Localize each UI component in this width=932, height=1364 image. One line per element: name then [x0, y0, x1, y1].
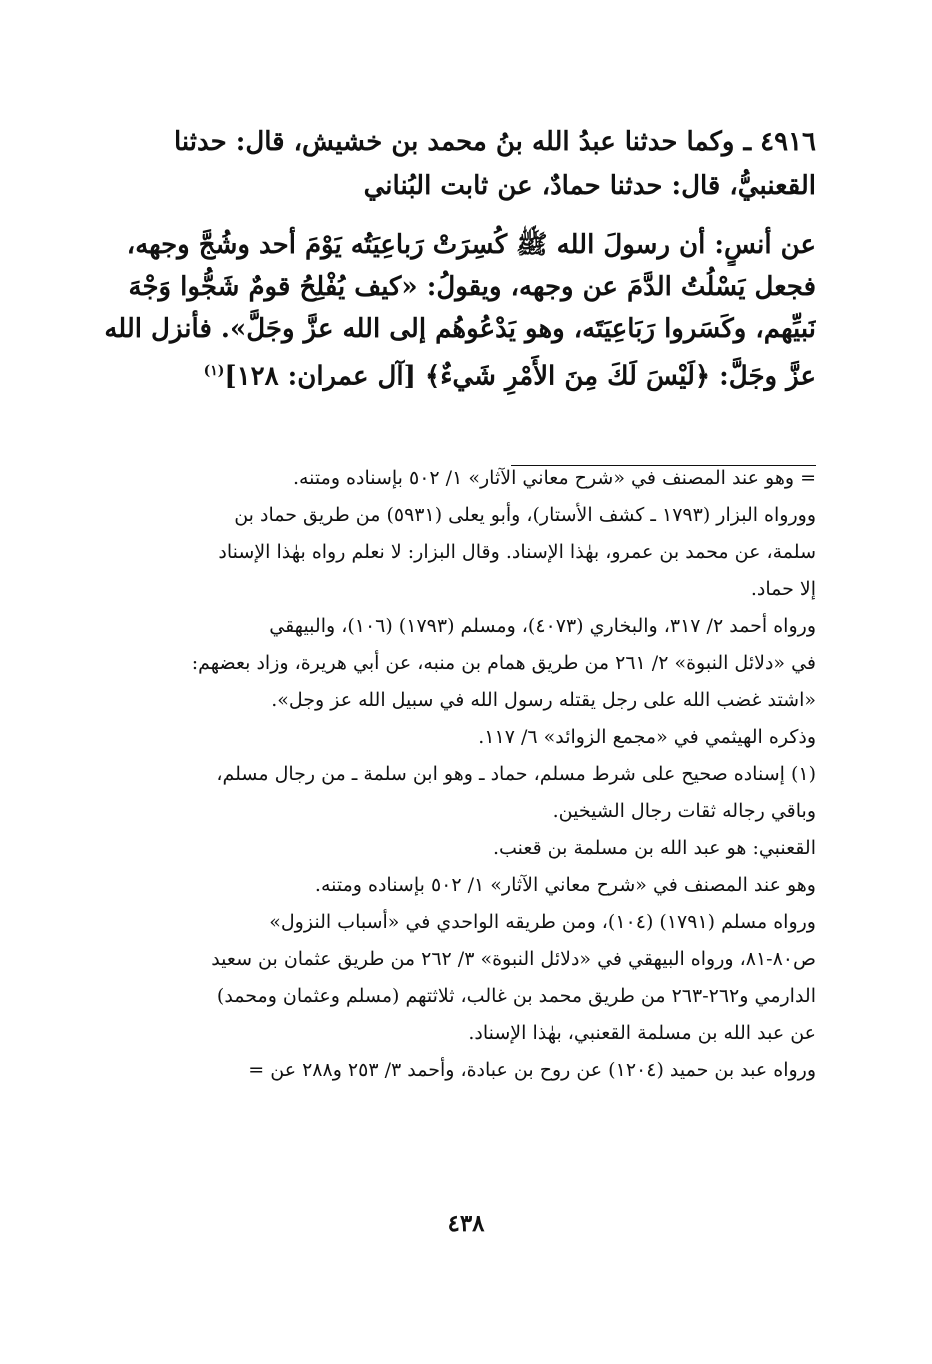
note-line: الدارمي و٢٦٢-٢٦٣ من طريق محمد بن غالب، ثلاثتهم (مسلم وعثمان ومحمد) — [216, 985, 816, 1007]
footnote-marker: (١) — [203, 363, 225, 379]
note-line: وباقي رجاله ثقات رجال الشيخين. — [552, 800, 816, 822]
matn-line-4-text: عزَّ وجَلَّ: ﴿لَيْسَ لَكَ مِنَ الأَمْرِ شَيءٌ﴾ [آل عمران: ١٢٨] — [224, 361, 816, 392]
note-line: ورواه أحمد ٢/ ٣١٧، والبخاري (٤٠٧٣)، ومسلم (١٧٩٣) (١٠٦)، والبيهقي — [269, 615, 816, 637]
hadith-matn — [100, 224, 816, 398]
note-line: = وهو عند المصنف في «شرح معاني الآثار» ١/ ٥٠٢ بإسناده ومتنه. — [292, 467, 816, 489]
isnad-line-2: القعنبيُّ، قال: حدثنا حمادٌ، عن ثابت البُناني — [363, 171, 816, 201]
page-body — [100, 120, 816, 398]
note-line: ص٨٠-٨١، ورواه البيهقي في «دلائل النبوة» ٣/ ٢٦٢ من طريق عثمان بن سعيد — [211, 948, 816, 970]
matn-line-2: فجعل يَسْلُتُ الدَّمَ عن وجهه، ويقولُ: «كيف يُفْلِحُ قومٌ شَجُّوا وَجْهَ — [128, 272, 816, 302]
note-line: وذكره الهيثمي في «مجمع الزوائد» ٦/ ١١٧. — [478, 726, 816, 748]
footnotes — [100, 460, 816, 1089]
note-line: سلمة، عن محمد بن عمرو، بهٰذا الإسناد. وقال البزار: لا نعلم رواه بهٰذا الإسناد — [218, 541, 816, 563]
isnad-line-1: ٤٩١٦ ـ وكما حدثنا عبدُ الله بنُ محمد بن خشيش، قال: حدثنا — [173, 127, 816, 157]
note-line: وهو عند المصنف في «شرح معاني الآثار» ١/ ٥٠٢ بإسناده ومتنه. — [314, 874, 816, 896]
note-line: وورواه البزار (١٧٩٣ ـ كشف الأستار)، وأبو يعلى (٥٩٣١) من طريق حماد بن — [234, 504, 816, 526]
matn-line-4 — [100, 350, 816, 398]
note-line: عن عبد الله بن مسلمة القعنبي، بهٰذا الإسناد. — [468, 1022, 816, 1044]
note-line: ورواه عبد بن حميد (١٢٠٤) عن روح بن عبادة، وأحمد ٣/ ٢٥٣ و٢٨٨ عن = — [248, 1059, 816, 1081]
hadith-isnad — [100, 120, 816, 208]
note-line: في «دلائل النبوة» ٢/ ٢٦١ من طريق همام بن منبه، عن أبي هريرة، وزاد بعضهم: — [191, 652, 816, 674]
note-line: القعنبي: هو عبد الله بن مسلمة بن قعنب. — [492, 837, 816, 859]
note-line: (١) إسناده صحيح على شرط مسلم، حماد ـ وهو ابن سلمة ـ من رجال مسلم، — [216, 763, 816, 785]
note-line: «اشتد غضب الله على رجل يقتله رسول الله في سبيل الله عز وجل». — [271, 689, 816, 711]
note-line: إلا حماد. — [750, 578, 816, 600]
note-line: ورواه مسلم (١٧٩١) (١٠٤)، ومن طريقه الواحدي في «أسباب النزول» — [269, 911, 816, 933]
page-number: ٤٣٨ — [447, 1210, 485, 1237]
matn-line-3: نَبيِّهم، وكَسَروا رَبَاعِيَتَه، وهو يَدْعُوهُم إلى الله عزَّ وجَلَّ». فأنزل الله — [104, 314, 816, 344]
matn-line-1: عن أنسٍ: أن رسولَ الله ﷺ كُسِرَتْ رَباعِيَتُه يَوْمَ أحد وشُجَّ وجهه، — [126, 230, 816, 260]
